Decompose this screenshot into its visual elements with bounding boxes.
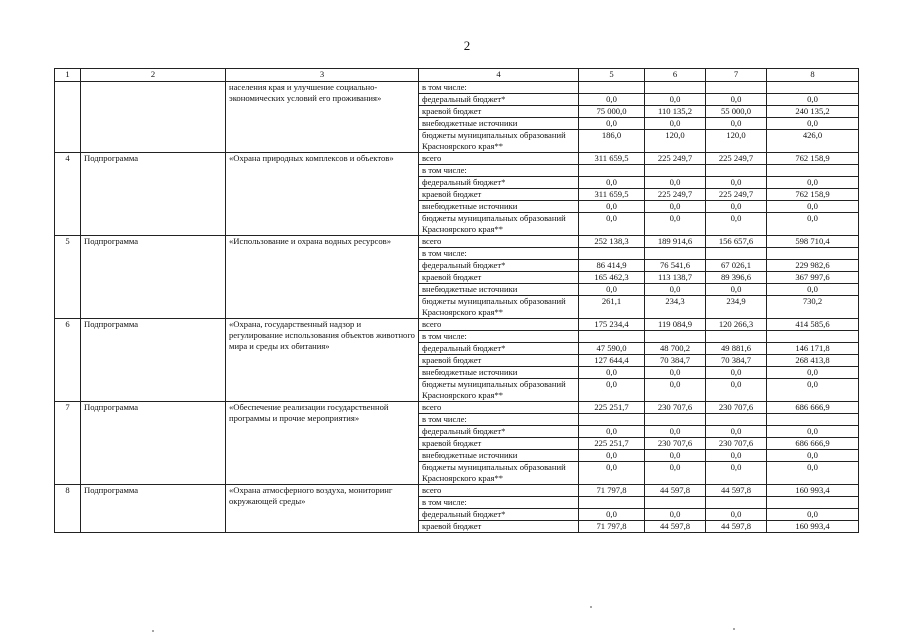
row-number-cell: 4 [55, 153, 81, 236]
value-cell-col6: 225 249,7 [645, 189, 706, 201]
header-cell: 3 [226, 69, 419, 82]
value-cell-col8: 229 982,6 [767, 260, 859, 272]
value-cell-col6: 110 135,2 [645, 106, 706, 118]
value-cell-col7: 0,0 [706, 426, 767, 438]
funding-source-cell: краевой бюджет [419, 106, 579, 118]
header-cell: 6 [645, 69, 706, 82]
value-cell-col8: 0,0 [767, 201, 859, 213]
program-type-cell [81, 82, 226, 153]
funding-source-cell: бюджеты муниципальных образований Красноярского края** [419, 213, 579, 236]
funding-source-cell: внебюджетные источники [419, 284, 579, 296]
value-cell-col7 [706, 414, 767, 426]
value-cell-col5: 261,1 [579, 296, 645, 319]
funding-source-cell: в том числе: [419, 497, 579, 509]
value-cell-col6: 113 138,7 [645, 272, 706, 284]
value-cell-col5: 71 797,8 [579, 521, 645, 533]
header-cell: 8 [767, 69, 859, 82]
value-cell-col5: 0,0 [579, 379, 645, 402]
value-cell-col5: 0,0 [579, 118, 645, 130]
value-cell-col7: 70 384,7 [706, 355, 767, 367]
value-cell-col5: 186,0 [579, 130, 645, 153]
program-type-cell: Подпрограмма [81, 319, 226, 402]
funding-source-cell: в том числе: [419, 82, 579, 94]
value-cell-col7: 0,0 [706, 201, 767, 213]
funding-source-cell: в том числе: [419, 165, 579, 177]
table-row [55, 402, 859, 414]
value-cell-col8: 0,0 [767, 118, 859, 130]
header-row [55, 69, 859, 82]
value-cell-col6: 119 084,9 [645, 319, 706, 331]
row-number-cell: 5 [55, 236, 81, 319]
scan-speck [733, 628, 735, 630]
funding-source-cell: внебюджетные источники [419, 118, 579, 130]
value-cell-col5: 127 644,4 [579, 355, 645, 367]
value-cell-col6: 70 384,7 [645, 355, 706, 367]
program-type-cell: Подпрограмма [81, 402, 226, 485]
value-cell-col8: 426,0 [767, 130, 859, 153]
value-cell-col5: 75 000,0 [579, 106, 645, 118]
value-cell-col8: 686 666,9 [767, 402, 859, 414]
table-body [55, 69, 859, 533]
budget-table [54, 68, 859, 533]
program-name-cell: «Обеспечение реализации государственной программы и прочие мероприятия» [226, 402, 419, 485]
value-cell-col6: 0,0 [645, 379, 706, 402]
value-cell-col5: 0,0 [579, 177, 645, 189]
funding-source-cell: федеральный бюджет* [419, 260, 579, 272]
value-cell-col7: 0,0 [706, 379, 767, 402]
funding-source-cell: в том числе: [419, 414, 579, 426]
value-cell-col8 [767, 82, 859, 94]
value-cell-col8: 367 997,6 [767, 272, 859, 284]
value-cell-col7: 0,0 [706, 177, 767, 189]
value-cell-col8: 686 666,9 [767, 438, 859, 450]
value-cell-col8: 0,0 [767, 284, 859, 296]
program-name-cell: населения края и улучшение социально-экономических условий его проживания» [226, 82, 419, 153]
value-cell-col7: 225 249,7 [706, 189, 767, 201]
value-cell-col8 [767, 497, 859, 509]
value-cell-col5: 252 138,3 [579, 236, 645, 248]
row-number-cell: 8 [55, 485, 81, 533]
value-cell-col7: 230 707,6 [706, 438, 767, 450]
funding-source-cell: краевой бюджет [419, 521, 579, 533]
value-cell-col5: 0,0 [579, 509, 645, 521]
funding-source-cell: внебюджетные источники [419, 201, 579, 213]
row-number-cell: 7 [55, 402, 81, 485]
value-cell-col5 [579, 497, 645, 509]
value-cell-col6: 230 707,6 [645, 438, 706, 450]
funding-source-cell: внебюджетные источники [419, 450, 579, 462]
value-cell-col8: 414 585,6 [767, 319, 859, 331]
value-cell-col5: 175 234,4 [579, 319, 645, 331]
value-cell-col7: 0,0 [706, 462, 767, 485]
value-cell-col7: 230 707,6 [706, 402, 767, 414]
value-cell-col5: 0,0 [579, 284, 645, 296]
value-cell-col8 [767, 331, 859, 343]
value-cell-col8: 0,0 [767, 426, 859, 438]
funding-source-cell: краевой бюджет [419, 438, 579, 450]
value-cell-col7 [706, 82, 767, 94]
value-cell-col5 [579, 331, 645, 343]
funding-source-cell: федеральный бюджет* [419, 94, 579, 106]
value-cell-col7: 89 396,6 [706, 272, 767, 284]
funding-source-cell: бюджеты муниципальных образований Красноярского края** [419, 462, 579, 485]
value-cell-col6: 76 541,6 [645, 260, 706, 272]
table-row [55, 319, 859, 331]
value-cell-col6 [645, 165, 706, 177]
funding-source-cell: краевой бюджет [419, 272, 579, 284]
value-cell-col8: 268 413,8 [767, 355, 859, 367]
value-cell-col7: 44 597,8 [706, 485, 767, 497]
funding-source-cell: краевой бюджет [419, 189, 579, 201]
value-cell-col6: 234,3 [645, 296, 706, 319]
value-cell-col6: 0,0 [645, 213, 706, 236]
value-cell-col6: 48 700,2 [645, 343, 706, 355]
table-row [55, 236, 859, 248]
funding-source-cell: всего [419, 153, 579, 165]
value-cell-col8 [767, 414, 859, 426]
value-cell-col8: 160 993,4 [767, 485, 859, 497]
header-cell: 1 [55, 69, 81, 82]
header-cell: 7 [706, 69, 767, 82]
value-cell-col8: 146 171,8 [767, 343, 859, 355]
program-type-cell: Подпрограмма [81, 236, 226, 319]
value-cell-col5 [579, 248, 645, 260]
value-cell-col7: 0,0 [706, 509, 767, 521]
header-cell: 5 [579, 69, 645, 82]
funding-source-cell: федеральный бюджет* [419, 343, 579, 355]
value-cell-col8: 0,0 [767, 213, 859, 236]
value-cell-col7 [706, 497, 767, 509]
value-cell-col5: 311 659,5 [579, 189, 645, 201]
value-cell-col6: 0,0 [645, 284, 706, 296]
value-cell-col8: 0,0 [767, 462, 859, 485]
value-cell-col7: 44 597,8 [706, 521, 767, 533]
value-cell-col6 [645, 248, 706, 260]
value-cell-col5: 225 251,7 [579, 402, 645, 414]
value-cell-col5: 0,0 [579, 201, 645, 213]
value-cell-col7: 234,9 [706, 296, 767, 319]
funding-source-cell: всего [419, 485, 579, 497]
value-cell-col7: 55 000,0 [706, 106, 767, 118]
value-cell-col7 [706, 331, 767, 343]
value-cell-col8: 762 158,9 [767, 153, 859, 165]
funding-source-cell: в том числе: [419, 331, 579, 343]
table-row [55, 82, 859, 94]
value-cell-col7: 0,0 [706, 367, 767, 379]
value-cell-col7 [706, 165, 767, 177]
page-number: 2 [463, 38, 471, 53]
program-type-cell: Подпрограмма [81, 153, 226, 236]
value-cell-col6 [645, 414, 706, 426]
value-cell-col7: 0,0 [706, 213, 767, 236]
value-cell-col6: 0,0 [645, 450, 706, 462]
value-cell-col6: 0,0 [645, 177, 706, 189]
value-cell-col5: 47 590,0 [579, 343, 645, 355]
value-cell-col5: 0,0 [579, 367, 645, 379]
scan-speck [590, 606, 592, 608]
value-cell-col7: 49 881,6 [706, 343, 767, 355]
table-row [55, 485, 859, 497]
header-cell: 4 [419, 69, 579, 82]
value-cell-col5: 0,0 [579, 213, 645, 236]
value-cell-col8: 0,0 [767, 367, 859, 379]
header-cell: 2 [81, 69, 226, 82]
funding-source-cell: федеральный бюджет* [419, 177, 579, 189]
value-cell-col6: 189 914,6 [645, 236, 706, 248]
value-cell-col8: 730,2 [767, 296, 859, 319]
value-cell-col7: 67 026,1 [706, 260, 767, 272]
funding-source-cell: всего [419, 319, 579, 331]
funding-source-cell: краевой бюджет [419, 355, 579, 367]
value-cell-col5: 0,0 [579, 426, 645, 438]
value-cell-col8: 0,0 [767, 509, 859, 521]
value-cell-col5: 0,0 [579, 94, 645, 106]
value-cell-col5: 0,0 [579, 450, 645, 462]
value-cell-col7: 120 266,3 [706, 319, 767, 331]
row-number-cell [55, 82, 81, 153]
value-cell-col7: 156 657,6 [706, 236, 767, 248]
program-name-cell: «Охрана атмосферного воздуха, мониторинг окружающей среды» [226, 485, 419, 533]
value-cell-col8: 240 135,2 [767, 106, 859, 118]
value-cell-col5: 165 462,3 [579, 272, 645, 284]
value-cell-col6: 0,0 [645, 118, 706, 130]
value-cell-col8: 0,0 [767, 450, 859, 462]
program-name-cell: «Использование и охрана водных ресурсов» [226, 236, 419, 319]
value-cell-col6: 0,0 [645, 94, 706, 106]
value-cell-col7: 0,0 [706, 118, 767, 130]
funding-source-cell: федеральный бюджет* [419, 509, 579, 521]
value-cell-col5: 86 414,9 [579, 260, 645, 272]
funding-source-cell: бюджеты муниципальных образований Красноярского края** [419, 296, 579, 319]
funding-source-cell: бюджеты муниципальных образований Красноярского края** [419, 130, 579, 153]
value-cell-col5 [579, 414, 645, 426]
value-cell-col5: 225 251,7 [579, 438, 645, 450]
value-cell-col7: 120,0 [706, 130, 767, 153]
value-cell-col6 [645, 497, 706, 509]
program-name-cell: «Охрана, государственный надзор и регулирование использования объектов животного мира и среды их обитания» [226, 319, 419, 402]
funding-source-cell: федеральный бюджет* [419, 426, 579, 438]
funding-source-cell: бюджеты муниципальных образований Красноярского края** [419, 379, 579, 402]
value-cell-col8: 0,0 [767, 94, 859, 106]
value-cell-col8 [767, 165, 859, 177]
value-cell-col6 [645, 82, 706, 94]
funding-source-cell: всего [419, 236, 579, 248]
value-cell-col7: 0,0 [706, 284, 767, 296]
value-cell-col8: 0,0 [767, 379, 859, 402]
value-cell-col5: 311 659,5 [579, 153, 645, 165]
funding-source-cell: в том числе: [419, 248, 579, 260]
value-cell-col6: 230 707,6 [645, 402, 706, 414]
table-row [55, 153, 859, 165]
value-cell-col6: 225 249,7 [645, 153, 706, 165]
value-cell-col6: 0,0 [645, 367, 706, 379]
value-cell-col8: 762 158,9 [767, 189, 859, 201]
value-cell-col7: 225 249,7 [706, 153, 767, 165]
value-cell-col7 [706, 248, 767, 260]
funding-source-cell: внебюджетные источники [419, 367, 579, 379]
row-number-cell: 6 [55, 319, 81, 402]
value-cell-col8: 160 993,4 [767, 521, 859, 533]
program-name-cell: «Охрана природных комплексов и объектов» [226, 153, 419, 236]
value-cell-col6: 0,0 [645, 462, 706, 485]
value-cell-col5: 71 797,8 [579, 485, 645, 497]
value-cell-col8: 0,0 [767, 177, 859, 189]
value-cell-col6: 44 597,8 [645, 485, 706, 497]
value-cell-col6 [645, 331, 706, 343]
value-cell-col5 [579, 165, 645, 177]
value-cell-col6: 0,0 [645, 509, 706, 521]
program-type-cell: Подпрограмма [81, 485, 226, 533]
value-cell-col7: 0,0 [706, 450, 767, 462]
value-cell-col8 [767, 248, 859, 260]
funding-source-cell: всего [419, 402, 579, 414]
value-cell-col5 [579, 82, 645, 94]
value-cell-col8: 598 710,4 [767, 236, 859, 248]
value-cell-col6: 44 597,8 [645, 521, 706, 533]
value-cell-col7: 0,0 [706, 94, 767, 106]
scan-speck [152, 630, 154, 632]
value-cell-col6: 0,0 [645, 426, 706, 438]
value-cell-col5: 0,0 [579, 462, 645, 485]
value-cell-col6: 120,0 [645, 130, 706, 153]
value-cell-col6: 0,0 [645, 201, 706, 213]
